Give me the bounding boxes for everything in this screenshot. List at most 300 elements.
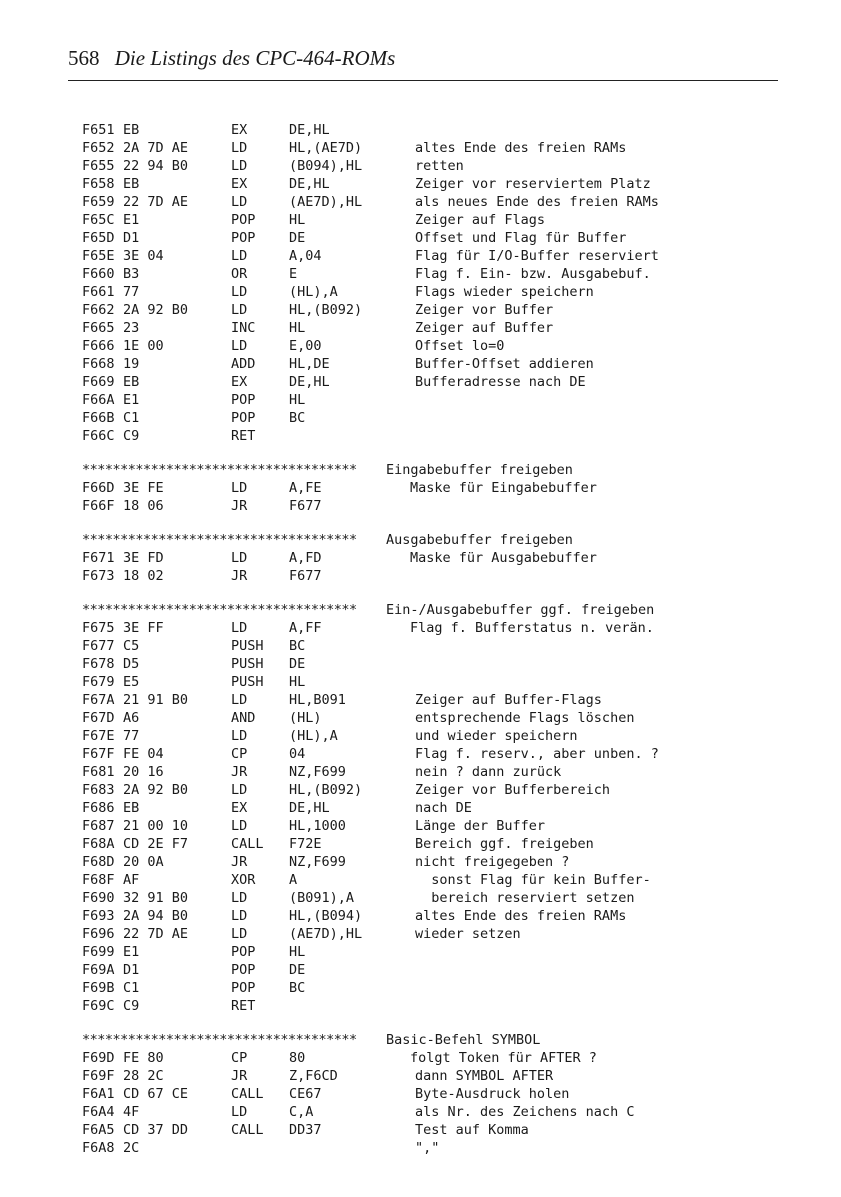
header-rule — [68, 80, 778, 81]
opcode-bytes: D5 — [123, 656, 140, 672]
code-line — [68, 211, 788, 229]
separator-stars: ************************************ — [82, 602, 357, 618]
operand: (B094),HL — [289, 158, 363, 174]
opcode-bytes: C9 — [123, 428, 140, 444]
operand: (AE7D),HL — [289, 194, 363, 210]
comment: Flags wieder speichern — [415, 284, 594, 300]
code-line — [68, 479, 788, 497]
address: F681 — [82, 764, 115, 780]
comment: Maske für Eingabebuffer — [410, 480, 597, 496]
address: F699 — [82, 944, 115, 960]
opcode-bytes: C1 — [123, 410, 140, 426]
section-title: Ein-/Ausgabebuffer ggf. freigeben — [386, 602, 655, 618]
comment: "," — [415, 1140, 440, 1156]
opcode-bytes: C9 — [123, 998, 140, 1014]
opcode-bytes: EB — [123, 800, 140, 816]
operand: F677 — [289, 498, 322, 514]
mnemonic: EX — [231, 122, 248, 138]
operand: Z,F6CD — [289, 1068, 338, 1084]
code-line — [68, 497, 788, 515]
operand: DD37 — [289, 1122, 322, 1138]
address: F693 — [82, 908, 115, 924]
opcode-bytes: E5 — [123, 674, 140, 690]
operand: BC — [289, 980, 306, 996]
section-header — [68, 531, 788, 549]
operand: DE,HL — [289, 122, 330, 138]
mnemonic: JR — [231, 764, 248, 780]
address: F68F — [82, 872, 115, 888]
code-line — [68, 637, 788, 655]
code-line — [68, 157, 788, 175]
mnemonic: JR — [231, 854, 248, 870]
mnemonic: CP — [231, 746, 248, 762]
code-line — [68, 871, 788, 889]
opcode-bytes: CD 67 CE — [123, 1086, 189, 1102]
listing-gap — [68, 515, 788, 531]
mnemonic: CALL — [231, 836, 264, 852]
opcode-bytes: 18 02 — [123, 568, 164, 584]
operand: (HL),A — [289, 728, 338, 744]
operand: HL — [289, 320, 306, 336]
mnemonic: POP — [231, 944, 256, 960]
opcode-bytes: EB — [123, 374, 140, 390]
mnemonic: JR — [231, 568, 248, 584]
code-line — [68, 247, 788, 265]
operand: HL,DE — [289, 356, 330, 372]
opcode-bytes: 3E FF — [123, 620, 164, 636]
operand: (HL),A — [289, 284, 338, 300]
comment: Bufferadresse nach DE — [415, 374, 586, 390]
address: F662 — [82, 302, 115, 318]
code-line — [68, 1067, 788, 1085]
mnemonic: POP — [231, 230, 256, 246]
opcode-bytes: 4F — [123, 1104, 140, 1120]
section-title: Eingabebuffer freigeben — [386, 462, 573, 478]
comment: Byte-Ausdruck holen — [415, 1086, 570, 1102]
address: F675 — [82, 620, 115, 636]
address: F67A — [82, 692, 115, 708]
code-line — [68, 355, 788, 373]
code-line — [68, 229, 788, 247]
mnemonic: LD — [231, 818, 248, 834]
mnemonic: LD — [231, 926, 248, 942]
address: F65E — [82, 248, 115, 264]
opcode-bytes: EB — [123, 122, 140, 138]
separator-stars: ************************************ — [82, 1032, 357, 1048]
mnemonic: CALL — [231, 1086, 264, 1102]
page-title: Die Listings des CPC-464-ROMs — [114, 46, 396, 70]
mnemonic: LD — [231, 158, 248, 174]
opcode-bytes: 21 91 B0 — [123, 692, 189, 708]
comment: retten — [415, 158, 464, 174]
code-line — [68, 337, 788, 355]
address: F67F — [82, 746, 115, 762]
code-line — [68, 691, 788, 709]
comment: Maske für Ausgabebuffer — [410, 550, 597, 566]
opcode-bytes: 2A 94 B0 — [123, 908, 189, 924]
address: F678 — [82, 656, 115, 672]
comment: Länge der Buffer — [415, 818, 546, 834]
opcode-bytes: FE 80 — [123, 1050, 164, 1066]
address: F661 — [82, 284, 115, 300]
operand: NZ,F699 — [289, 854, 346, 870]
operand: A,FF — [289, 620, 322, 636]
address: F696 — [82, 926, 115, 942]
address: F69A — [82, 962, 115, 978]
code-line — [68, 943, 788, 961]
opcode-bytes: AF — [123, 872, 140, 888]
operand: HL — [289, 212, 306, 228]
opcode-bytes: 19 — [123, 356, 140, 372]
code-line — [68, 567, 788, 585]
opcode-bytes: 2A 92 B0 — [123, 302, 189, 318]
operand: (B091),A — [289, 890, 355, 906]
address: F66A — [82, 392, 115, 408]
operand: 80 — [289, 1050, 306, 1066]
code-line — [68, 373, 788, 391]
operand: HL — [289, 944, 306, 960]
code-line — [68, 655, 788, 673]
code-line — [68, 427, 788, 445]
comment: Flag f. reserv., aber unben. ? — [415, 746, 659, 762]
mnemonic: PUSH — [231, 638, 264, 654]
code-line — [68, 817, 788, 835]
address: F6A5 — [82, 1122, 115, 1138]
operand: A,FE — [289, 480, 322, 496]
address: F66D — [82, 480, 115, 496]
mnemonic: EX — [231, 176, 248, 192]
address: F68A — [82, 836, 115, 852]
operand: E,00 — [289, 338, 322, 354]
mnemonic: LD — [231, 692, 248, 708]
opcode-bytes: CD 37 DD — [123, 1122, 189, 1138]
comment: altes Ende des freien RAMs — [415, 140, 627, 156]
address: F66B — [82, 410, 115, 426]
opcode-bytes: 22 94 B0 — [123, 158, 189, 174]
code-line — [68, 781, 788, 799]
code-line — [68, 409, 788, 427]
code-line — [68, 549, 788, 567]
code-line — [68, 193, 788, 211]
opcode-bytes: EB — [123, 176, 140, 192]
address: F69D — [82, 1050, 115, 1066]
mnemonic: PUSH — [231, 674, 264, 690]
operand: CE67 — [289, 1086, 322, 1102]
code-line — [68, 997, 788, 1015]
comment: nein ? dann zurück — [415, 764, 562, 780]
address: F6A4 — [82, 1104, 115, 1120]
opcode-bytes: D1 — [123, 230, 140, 246]
mnemonic: LD — [231, 338, 248, 354]
comment: nicht freigegeben ? — [415, 854, 570, 870]
mnemonic: POP — [231, 212, 256, 228]
listing-gap — [68, 585, 788, 601]
address: F651 — [82, 122, 115, 138]
comment: Flag f. Bufferstatus n. verän. — [410, 620, 654, 636]
comment: Test auf Komma — [415, 1122, 529, 1138]
code-line — [68, 619, 788, 637]
mnemonic: POP — [231, 392, 256, 408]
code-line — [68, 1085, 788, 1103]
address: F677 — [82, 638, 115, 654]
operand: (AE7D),HL — [289, 926, 363, 942]
separator-stars: ************************************ — [82, 462, 357, 478]
comment: wieder setzen — [415, 926, 521, 942]
separator-stars: ************************************ — [82, 532, 357, 548]
operand: HL,(B092) — [289, 782, 363, 798]
comment: dann SYMBOL AFTER — [415, 1068, 554, 1084]
code-line — [68, 1139, 788, 1157]
comment: Flag f. Ein- bzw. Ausgabebuf. — [415, 266, 651, 282]
operand: DE,HL — [289, 176, 330, 192]
opcode-bytes: E1 — [123, 944, 140, 960]
address: F687 — [82, 818, 115, 834]
operand: F72E — [289, 836, 322, 852]
operand: DE — [289, 656, 306, 672]
operand: HL,(B094) — [289, 908, 363, 924]
mnemonic: LD — [231, 302, 248, 318]
listing-gap — [68, 1015, 788, 1031]
operand: C,A — [289, 1104, 314, 1120]
opcode-bytes: 20 16 — [123, 764, 164, 780]
comment: Buffer-Offset addieren — [415, 356, 594, 372]
operand: DE — [289, 230, 306, 246]
operand: HL — [289, 392, 306, 408]
opcode-bytes: 2C — [123, 1140, 140, 1156]
mnemonic: RET — [231, 998, 256, 1014]
opcode-bytes: A6 — [123, 710, 140, 726]
opcode-bytes: E1 — [123, 212, 140, 228]
opcode-bytes: 21 00 10 — [123, 818, 189, 834]
address: F67E — [82, 728, 115, 744]
opcode-bytes: D1 — [123, 962, 140, 978]
opcode-bytes: 18 06 — [123, 498, 164, 514]
opcode-bytes: FE 04 — [123, 746, 164, 762]
opcode-bytes: 77 — [123, 728, 140, 744]
mnemonic: EX — [231, 800, 248, 816]
address: F673 — [82, 568, 115, 584]
code-line — [68, 889, 788, 907]
mnemonic: LD — [231, 194, 248, 210]
opcode-bytes: CD 2E F7 — [123, 836, 189, 852]
operand: NZ,F699 — [289, 764, 346, 780]
comment: Zeiger vor Bufferbereich — [415, 782, 611, 798]
mnemonic: POP — [231, 980, 256, 996]
opcode-bytes: 77 — [123, 284, 140, 300]
comment: Offset und Flag für Buffer — [415, 230, 627, 246]
operand: DE — [289, 962, 306, 978]
code-line — [68, 673, 788, 691]
address: F686 — [82, 800, 115, 816]
address: F658 — [82, 176, 115, 192]
code-line — [68, 763, 788, 781]
code-line — [68, 907, 788, 925]
code-line — [68, 139, 788, 157]
operand: HL,(AE7D) — [289, 140, 363, 156]
mnemonic: LD — [231, 890, 248, 906]
mnemonic: LD — [231, 248, 248, 264]
section-header — [68, 1031, 788, 1049]
opcode-bytes: C1 — [123, 980, 140, 996]
address: F668 — [82, 356, 115, 372]
address: F665 — [82, 320, 115, 336]
comment: Offset lo=0 — [415, 338, 505, 354]
comment: als neues Ende des freien RAMs — [415, 194, 659, 210]
opcode-bytes: 28 2C — [123, 1068, 164, 1084]
operand: BC — [289, 410, 306, 426]
mnemonic: LD — [231, 620, 248, 636]
address: F660 — [82, 266, 115, 282]
address: F652 — [82, 140, 115, 156]
mnemonic: LD — [231, 728, 248, 744]
mnemonic: CALL — [231, 1122, 264, 1138]
code-line — [68, 1103, 788, 1121]
address: F690 — [82, 890, 115, 906]
code-line — [68, 1049, 788, 1067]
code-line — [68, 175, 788, 193]
mnemonic: ADD — [231, 356, 256, 372]
comment: Zeiger auf Buffer-Flags — [415, 692, 602, 708]
operand: BC — [289, 638, 306, 654]
comment: entsprechende Flags löschen — [415, 710, 635, 726]
opcode-bytes: E1 — [123, 392, 140, 408]
comment: Zeiger vor reserviertem Platz — [415, 176, 651, 192]
opcode-bytes: 3E 04 — [123, 248, 164, 264]
opcode-bytes: B3 — [123, 266, 140, 282]
address: F65D — [82, 230, 115, 246]
operand: A,04 — [289, 248, 322, 264]
opcode-bytes: 2A 7D AE — [123, 140, 189, 156]
opcode-bytes: 22 7D AE — [123, 926, 189, 942]
comment: Flag für I/O-Buffer reserviert — [415, 248, 659, 264]
comment: Zeiger auf Flags — [415, 212, 546, 228]
comment: folgt Token für AFTER ? — [410, 1050, 597, 1066]
address: F66C — [82, 428, 115, 444]
opcode-bytes: 2A 92 B0 — [123, 782, 189, 798]
operand: HL — [289, 674, 306, 690]
comment: altes Ende des freien RAMs — [415, 908, 627, 924]
operand: (HL) — [289, 710, 322, 726]
mnemonic: POP — [231, 410, 256, 426]
operand: DE,HL — [289, 374, 330, 390]
mnemonic: LD — [231, 908, 248, 924]
address: F666 — [82, 338, 115, 354]
address: F655 — [82, 158, 115, 174]
operand: 04 — [289, 746, 306, 762]
mnemonic: LD — [231, 782, 248, 798]
operand: A — [289, 872, 298, 888]
comment: als Nr. des Zeichens nach C — [415, 1104, 635, 1120]
mnemonic: PUSH — [231, 656, 264, 672]
section-header — [68, 461, 788, 479]
code-line — [68, 853, 788, 871]
mnemonic: LD — [231, 140, 248, 156]
code-line — [68, 301, 788, 319]
address: F683 — [82, 782, 115, 798]
address: F66F — [82, 498, 115, 514]
listing-gap — [68, 445, 788, 461]
address: F659 — [82, 194, 115, 210]
code-line — [68, 961, 788, 979]
operand: F677 — [289, 568, 322, 584]
comment: sonst Flag für kein Buffer- — [415, 872, 651, 888]
operand: A,FD — [289, 550, 322, 566]
mnemonic: OR — [231, 266, 248, 282]
comment: Zeiger vor Buffer — [415, 302, 554, 318]
address: F69B — [82, 980, 115, 996]
address: F679 — [82, 674, 115, 690]
address: F69F — [82, 1068, 115, 1084]
code-line — [68, 727, 788, 745]
opcode-bytes: 20 0A — [123, 854, 164, 870]
opcode-bytes: 22 7D AE — [123, 194, 189, 210]
opcode-bytes: C5 — [123, 638, 140, 654]
opcode-bytes: 3E FD — [123, 550, 164, 566]
code-line — [68, 1121, 788, 1139]
mnemonic: LD — [231, 480, 248, 496]
mnemonic: POP — [231, 962, 256, 978]
code-line — [68, 745, 788, 763]
address: F671 — [82, 550, 115, 566]
operand: DE,HL — [289, 800, 330, 816]
section-header — [68, 601, 788, 619]
mnemonic: LD — [231, 1104, 248, 1120]
mnemonic: EX — [231, 374, 248, 390]
code-line — [68, 979, 788, 997]
address: F6A8 — [82, 1140, 115, 1156]
address: F69C — [82, 998, 115, 1014]
address: F67D — [82, 710, 115, 726]
address: F68D — [82, 854, 115, 870]
comment: nach DE — [415, 800, 472, 816]
code-line — [68, 283, 788, 301]
address: F669 — [82, 374, 115, 390]
mnemonic: LD — [231, 284, 248, 300]
address: F6A1 — [82, 1086, 115, 1102]
code-line — [68, 319, 788, 337]
comment: Zeiger auf Buffer — [415, 320, 554, 336]
mnemonic: JR — [231, 1068, 248, 1084]
operand: HL,B091 — [289, 692, 346, 708]
code-line — [68, 709, 788, 727]
page-header — [68, 46, 395, 71]
code-line — [68, 835, 788, 853]
mnemonic: JR — [231, 498, 248, 514]
assembly-listing — [68, 121, 788, 1157]
comment: und wieder speichern — [415, 728, 578, 744]
page-number: 568 — [68, 46, 100, 70]
opcode-bytes: 32 91 B0 — [123, 890, 189, 906]
section-title: Basic-Befehl SYMBOL — [386, 1032, 541, 1048]
mnemonic: XOR — [231, 872, 256, 888]
comment: Bereich ggf. freigeben — [415, 836, 594, 852]
mnemonic: LD — [231, 550, 248, 566]
comment: bereich reserviert setzen — [415, 890, 635, 906]
code-line — [68, 391, 788, 409]
operand: E — [289, 266, 298, 282]
mnemonic: INC — [231, 320, 256, 336]
code-line — [68, 925, 788, 943]
operand: HL,(B092) — [289, 302, 363, 318]
opcode-bytes: 3E FE — [123, 480, 164, 496]
mnemonic: RET — [231, 428, 256, 444]
mnemonic: CP — [231, 1050, 248, 1066]
code-line — [68, 121, 788, 139]
address: F65C — [82, 212, 115, 228]
code-line — [68, 799, 788, 817]
opcode-bytes: 23 — [123, 320, 140, 336]
opcode-bytes: 1E 00 — [123, 338, 164, 354]
